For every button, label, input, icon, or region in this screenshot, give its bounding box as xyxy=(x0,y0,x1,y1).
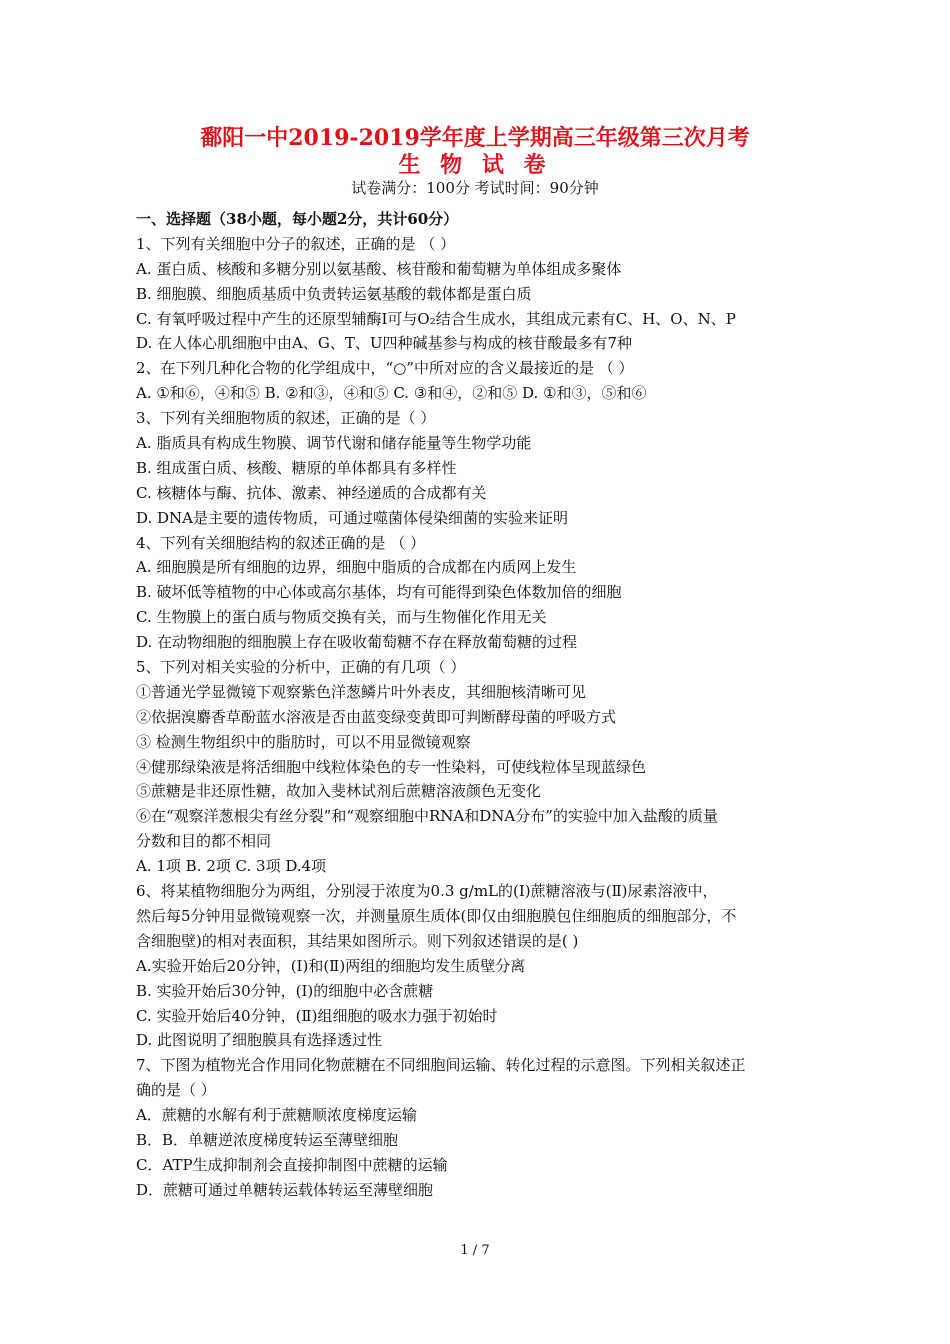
text-line: D. 在人体心肌细胞中由A、G、T、U四种碱基参与构成的核苷酸最多有7种 xyxy=(136,334,633,353)
text-line: C. 有氧呼吸过程中产生的还原型辅酶Ⅰ可与O₂结合生成水，其组成元素有C、H、O、N、P xyxy=(136,309,736,328)
text-line: ②依据溴麝香草酚蓝水溶液是否由蓝变绿变黄即可判断酵母菌的呼吸方式 xyxy=(136,707,617,726)
text-line: 6、将某植物细胞分为两组，分别浸于浓度为0.3 g/mL的(Ⅰ)蔗糖溶液与(Ⅱ)尿素溶液中， xyxy=(136,882,718,901)
text-line: B. 实验开始后30分钟，(Ⅰ)的细胞中必含蔗糖 xyxy=(136,981,434,1000)
text-line: ④健那绿染液是将活细胞中线粒体染色的专一性染料，可使线粒体呈现蓝绿色 xyxy=(136,757,647,776)
text-line: A. ①和⑥，④和⑤ B. ②和③，④和⑤ C. ③和④，②和⑤ D. ①和③，⑤和⑥ xyxy=(136,384,647,403)
text-line: ③ 检测生物组织中的脂肪时，可以不用显微镜观察 xyxy=(136,732,471,751)
section-heading: 一、选择题（38小题，每小题2分，共计60分） xyxy=(136,210,459,228)
text-line: D. 此图说明了细胞膜具有选择透过性 xyxy=(136,1031,383,1050)
text-line: 含细胞壁)的相对表面积，其结果如图所示。则下列叙述错误的是( ) xyxy=(136,931,579,950)
text-line: A.实验开始后20分钟，(Ⅰ)和(Ⅱ)两组的细胞均发生质壁分离 xyxy=(136,956,526,975)
text-line: 2、在下列几种化合物的化学组成中，“○”中所对应的含义最接近的是 （ ） xyxy=(136,359,634,378)
text-line: B. 破坏低等植物的中心体或高尔基体，均有可能得到染色体数加倍的细胞 xyxy=(136,583,622,602)
text-line: B．B．单糖逆浓度梯度转运至薄壁细胞 xyxy=(136,1130,399,1149)
text-line: C．ATP生成抑制剂会直接抑制图中蔗糖的运输 xyxy=(136,1155,448,1174)
page-number: 1 / 7 xyxy=(460,1243,490,1258)
text-line: C. 实验开始后40分钟，(Ⅱ)组细胞的吸水力强于初始时 xyxy=(136,1006,498,1025)
text-line: ⑤蔗糖是非还原性糖，故加入斐林试剂后蔗糖溶液颜色无变化 xyxy=(136,782,542,801)
text-line: A. 1项 B. 2项 C. 3项 D.4项 xyxy=(136,857,327,876)
text-line: 7、下图为植物光合作用同化物蔗糖在不同细胞间运输、转化过程的示意图。下列相关叙述正 xyxy=(136,1056,746,1075)
text-line: D. DNA是主要的遗传物质，可通过噬菌体侵染细菌的实验来证明 xyxy=(136,508,569,527)
exam-title: 鄱阳一中2019-2019学年度上学期高三年级第三次月考 xyxy=(200,125,750,151)
text-line: D. 在动物细胞的细胞膜上存在吸收葡萄糖不存在释放葡萄糖的过程 xyxy=(136,633,578,652)
text-line: A．蔗糖的水解有利于蔗糖顺浓度梯度运输 xyxy=(136,1106,417,1125)
text-line: ⑥在“观察洋葱根尖有丝分裂”和“观察细胞中RNA和DNA分布”的实验中加入盐酸的质量 xyxy=(136,807,718,826)
text-line: 4、下列有关细胞结构的叙述正确的是 （ ） xyxy=(136,533,426,552)
text-line: ①普通光学显微镜下观察紫色洋葱鳞片叶外表皮，其细胞核清晰可见 xyxy=(136,682,587,701)
text-line: 1、下列有关细胞中分子的叙述，正确的是 （ ） xyxy=(136,234,456,253)
exam-subject: 生 物 试 卷 xyxy=(398,152,552,178)
text-line: C. 生物膜上的蛋白质与物质交换有关，而与生物催化作用无关 xyxy=(136,608,547,627)
exam-info: 试卷满分：100分 考试时间：90分钟 xyxy=(351,179,599,197)
text-line: 分数和目的都不相同 xyxy=(136,832,272,851)
text-line: A. 脂质具有构成生物膜、调节代谢和储存能量等生物学功能 xyxy=(136,434,532,453)
text-line: A. 细胞膜是所有细胞的边界，细胞中脂质的合成都在内质网上发生 xyxy=(136,558,577,577)
text-line: 5、下列对相关实验的分析中，正确的有几项（ ） xyxy=(136,658,466,677)
text-line: 然后每5分钟用显微镜观察一次，并测量原生质体(即仅由细胞膜包住细胞质的细胞部分，不 xyxy=(136,906,737,925)
text-line: B. 细胞膜、细胞质基质中负责转运氨基酸的载体都是蛋白质 xyxy=(136,284,532,303)
question-body xyxy=(136,207,826,1203)
text-line: A. 蛋白质、核酸和多糖分别以氨基酸、核苷酸和葡萄糖为单体组成多聚体 xyxy=(136,259,622,278)
text-line: 确的是（ ） xyxy=(136,1081,216,1100)
text-line: D．蔗糖可通过单糖转运载体转运至薄壁细胞 xyxy=(136,1180,434,1199)
text-line: B. 组成蛋白质、核酸、糖原的单体都具有多样性 xyxy=(136,458,457,477)
text-line: 3、下列有关细胞物质的叙述，正确的是（ ） xyxy=(136,409,436,428)
text-line: C. 核糖体与酶、抗体、激素、神经递质的合成都有关 xyxy=(136,483,487,502)
